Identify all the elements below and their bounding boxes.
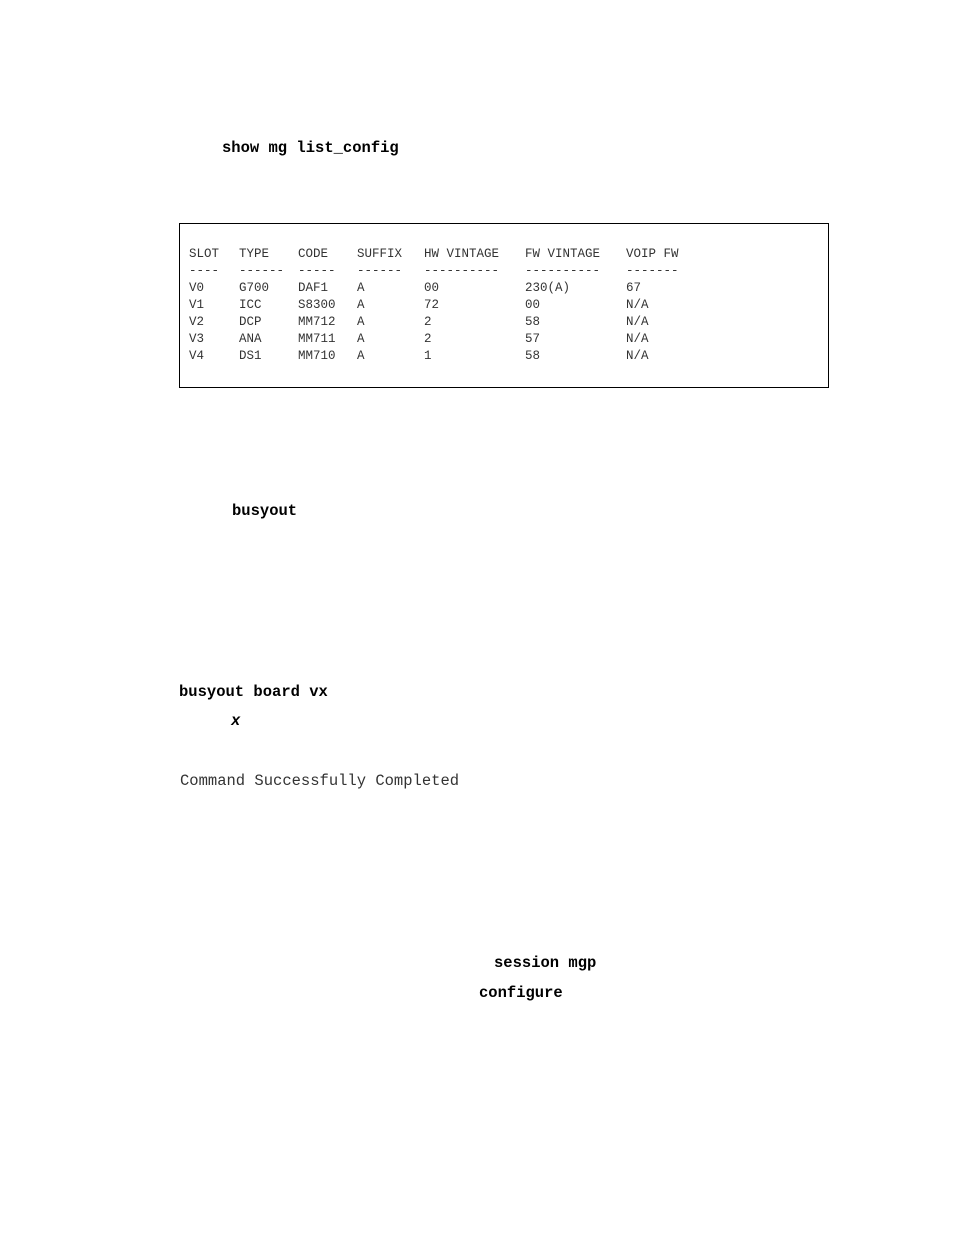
command-show-mg-list-config: show mg list_config (222, 139, 399, 157)
table-cell: 2 (424, 332, 432, 346)
table-cell: N/A (626, 315, 649, 329)
table-row (189, 348, 706, 365)
table-cell: N/A (626, 349, 649, 363)
table-cell: DS1 (239, 349, 262, 363)
separator-dashes: ---------- (525, 264, 601, 278)
table-cell: V1 (189, 298, 205, 312)
table-cell: V4 (189, 349, 205, 363)
column-header: HW VINTAGE (424, 247, 500, 261)
table-cell: V2 (189, 315, 205, 329)
command-session-mgp: session mgp (494, 954, 597, 972)
table-cell: 57 (525, 332, 541, 346)
table-cell: V3 (189, 332, 205, 346)
table-cell: N/A (626, 298, 649, 312)
table-cell: ICC (239, 298, 262, 312)
command-output-box (179, 223, 829, 388)
table-row (189, 297, 706, 314)
separator-dashes: ---------- (424, 264, 500, 278)
table-cell: A (357, 315, 365, 329)
table-cell: A (357, 298, 365, 312)
table-cell: G700 (239, 281, 270, 295)
table-cell: 00 (424, 281, 440, 295)
table-cell: A (357, 332, 365, 346)
separator-dashes: ------ (357, 264, 403, 278)
table-cell: 230(A) (525, 281, 571, 295)
separator-dashes: ------- (626, 264, 679, 278)
table-cell: MM710 (298, 349, 336, 363)
column-header: TYPE (239, 247, 270, 261)
table-cell: 72 (424, 298, 440, 312)
table-cell: A (357, 281, 365, 295)
table-cell: 58 (525, 315, 541, 329)
result-message: Command Successfully Completed (180, 772, 460, 790)
column-header: SUFFIX (357, 247, 403, 261)
command-busyout-board: busyout board vx (179, 683, 328, 701)
table-header-row (189, 246, 706, 263)
separator-dashes: ---- (189, 264, 220, 278)
table-cell: N/A (626, 332, 649, 346)
table-cell: S8300 (298, 298, 336, 312)
table-cell: A (357, 349, 365, 363)
table-cell: 1 (424, 349, 432, 363)
variable-x: x (231, 712, 241, 730)
command-configure: configure (479, 984, 563, 1002)
table-row (189, 314, 706, 331)
list-config-table (189, 246, 706, 365)
table-cell: 2 (424, 315, 432, 329)
table-cell: DCP (239, 315, 262, 329)
table-cell: 67 (626, 281, 642, 295)
column-header: FW VINTAGE (525, 247, 601, 261)
table-cell: 00 (525, 298, 541, 312)
column-header: CODE (298, 247, 329, 261)
table-cell: DAF1 (298, 281, 329, 295)
table-cell: V0 (189, 281, 205, 295)
table-separator-row (189, 263, 706, 280)
column-header: VOIP FW (626, 247, 679, 261)
table-cell: 58 (525, 349, 541, 363)
separator-dashes: ----- (298, 264, 336, 278)
table-row (189, 331, 706, 348)
table-cell: ANA (239, 332, 262, 346)
command-busyout: busyout (232, 502, 298, 520)
column-header: SLOT (189, 247, 220, 261)
table-cell: MM712 (298, 315, 336, 329)
table-row (189, 280, 706, 297)
table-cell: MM711 (298, 332, 336, 346)
separator-dashes: ------ (239, 264, 285, 278)
